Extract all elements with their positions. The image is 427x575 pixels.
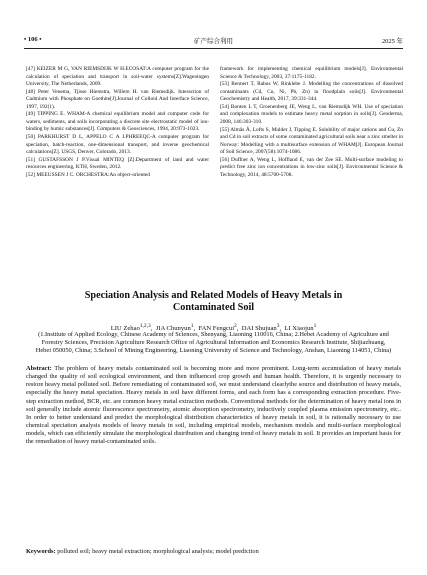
- author-name: LI Xiaojun: [284, 325, 314, 333]
- reference-54: [54] Bonten L T, Groenenberg JE, Weng L, van Riemsdijk WH. Use of speciation and complexation models to estimate heavy metal sorption in soils[J]. Geoderma, 2008, 146:303-310.: [220, 103, 403, 125]
- abstract-text: The problem of heavy metals contaminated soil is becoming more and more prominent. Long-term accumulation of heavy metals changed the quality of soil ecological environment, and then influenced crop growth and human health. Therefore, it is urgently necessary to restore heavy metal polluted soil. Before remediating of contaminated soil, we must understand clearlythe source and distribution of heavy metals, especially the heavy metal speciation. Heavy metals in soil have different forms, and each form has a corresponding extraction procedure. Five-step extraction method, BCR, etc. are common heavy metal extraction methods. Conventional methods for the determination of heavy metal ions in soil generally include atomic fluorescence spectrometry, atomic absorption spectrometry, inductively coupled plasma emission spectrometry, etc.. In order to better understand and predict the morphological distribution characteristics of heavy metals in soil, it is rationally necessary to use chemical speciation analysis models of heavy metals in soil, including empirical models, mechanism models and multi-surface morphological models, which can efficiently simulate the morphological distribution and changing trend of heavy metals in soil. It provides an important basis for the remediation of heavy metal-contaminated soils.: [26, 365, 401, 446]
- title-line-2: Contaminated Soil: [172, 302, 255, 313]
- title-line-1: Speciation Analysis and Related Models of Heavy Metals in: [84, 290, 343, 301]
- reference-51: [51] GUSTAFSSON J P.Visual MINTEQ [Z].Department of land and water resources engineering, KTH, Sweden, 2012.: [26, 156, 209, 171]
- paper-title: [40, 290, 387, 314]
- journal-year: 2025 年: [381, 38, 403, 45]
- author-affiliation-mark: 1: [190, 323, 194, 329]
- author-name: JIA Chunyun: [155, 325, 191, 333]
- page-header: [24, 33, 403, 47]
- author-list: LIU Zehao$^{1,2,3}$, JIA Chunyun$^1$, FAN Fengcui$^2$, DAI Shujuan$^3$, LI Xiaojun$^1$: [110, 323, 317, 333]
- reference-53: [53] Rennert T, Rabus W, Rinklebe J. Modelling the concentrations of dissolved contaminants (Cd, Cu, Ni, Pb, Zn) in floodplain soils[J]. Environmental Geochemistry and Health, 2017, 39:331-344.: [220, 81, 403, 103]
- reference-47: [47] KEIZER M G, VAN RIEMSDIJK W H.ECOSAT:A computer program for the calculation of speciation and transport in soil-water systems[Z].Wageningen University, The Netherlands, 2009.: [26, 66, 209, 87]
- author-name: DAI Shujuan: [241, 325, 277, 333]
- abstract: [26, 365, 401, 447]
- keywords-label: Keywords:: [26, 548, 56, 555]
- reference-52: [52] MEEUSSEN J C. ORCHESTRA:An object-oriented: [26, 171, 150, 178]
- author-affiliation-mark: 3: [276, 323, 280, 329]
- keywords: [26, 548, 401, 556]
- reference-52-continued: framework for implementing chemical equilibrium models[J]. Environmental Science & Technology, 2003, 37:1175-1182.: [220, 66, 403, 80]
- author-name: FAN Fengcui: [198, 325, 235, 333]
- author-name: LIU Zehao: [110, 325, 140, 333]
- author-affiliation-mark: 1: [313, 323, 317, 329]
- page-number: • 106 •: [24, 36, 42, 43]
- reference-49: [49] TIPPING E. WHAM-A chemical equilibrium model and computer code for waters, sediments, and soils incorporating a discrete site electrostatic model of ion-binding by humic substances[J]. Computers & Geosciences, 1994, 20:973-1023.: [26, 111, 209, 133]
- journal-name: 矿产综合利用: [194, 38, 233, 45]
- references-right-column: [220, 66, 403, 179]
- reference-56: [56] Duffner A, Weng L, Hoffland E, van der Zee SE. Multi-surface modeling to predict free zinc ion concentrations in low-zinc soils[J]. Environmental Science & Technology, 2014, 48:5700-5708.: [220, 156, 403, 178]
- references-left-column: [26, 66, 209, 180]
- keywords-text: polluted soil; heavy metal extraction; morphological analysis; model prediction: [55, 548, 259, 555]
- reference-50: [50] PARKHURST D L, APPELO C A J.PHREEQC-A computer program for speciation, batch-reaction, one-dimensional transport, and inverse geochemical calculations[Z]. USGS, Denver, Colorado, 2013.: [26, 134, 209, 156]
- abstract-label: Abstract:: [26, 365, 52, 372]
- reference-55: [55] Almås Å, Lofts S, Mulder J, Tipping E. Solubility of major cations and Cu, Zn and Cd in soil extracts of some contaminated agricultural soils near a zinc smelter in Norway: Modelling with a multisurface extension of WHAM[J]. European Journal of Soil Science, 2007(58):1074-1086.: [220, 126, 403, 156]
- affiliations: (1.Institute of Applied Ecology, Chinese Academy of Sciences, Shenyang, Liaoning 110016, China; 2.Hebei Academy of Agriculture and Forestry Sciences, Precision Agriculture Research Office of Agricultural Information and Economics Research Institute, Shijiazhuang, Hebei 050050, China; 3.School of Mining Engineering, Liaoning University of Science and Technology, Anshan, Liaoning 114051, China): [35, 331, 392, 355]
- header-rule: [24, 48, 403, 49]
- reference-48: [48] Peter Venema, Tjisse Hiemstra, Willem H. van Riemsdijk. Interaction of Cadmium with Phosphate on Goethite[J].Journal of Colloid And Interface Science, 1997, 192(1).: [26, 88, 209, 110]
- author-affiliation-mark: 1,2,3: [139, 323, 151, 329]
- author-affiliation-mark: 2: [234, 323, 237, 329]
